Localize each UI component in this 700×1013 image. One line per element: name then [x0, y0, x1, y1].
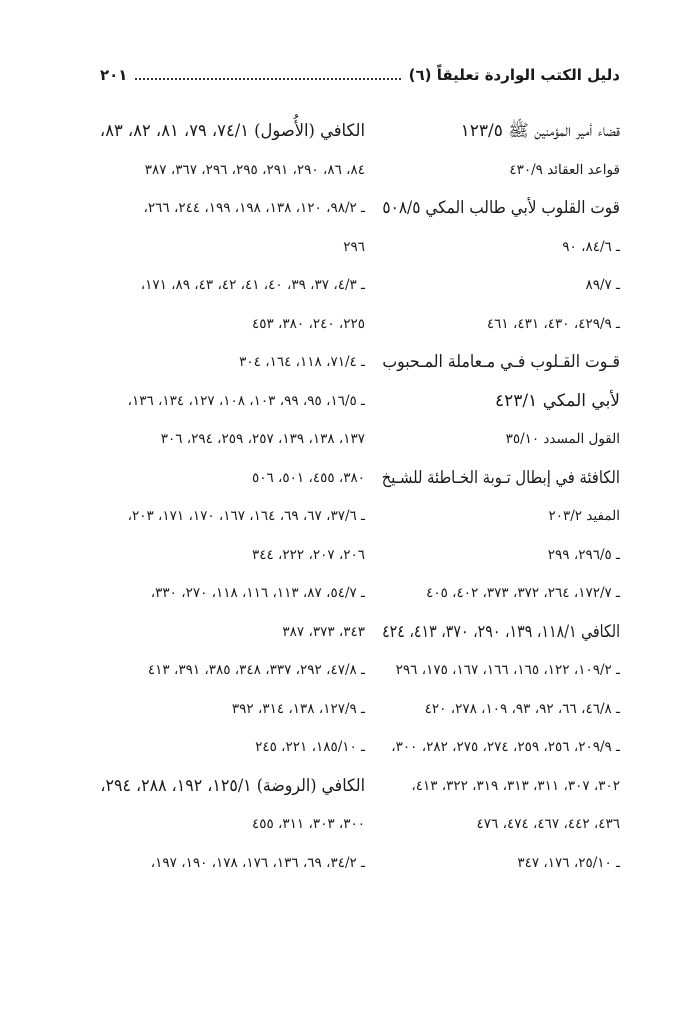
- index-entry: ٢٩٦: [343, 238, 365, 255]
- index-entry: ١٣٧، ١٣٨، ١٣٩، ٢٥٧، ٢٥٩، ٢٩٤، ٣٠٦: [160, 431, 365, 447]
- index-entry: ٢٠٦، ٢٠٧، ٢٢٢، ٣٤٤: [251, 546, 365, 563]
- index-entry: الكافي (الأُصول) ٧٤/١، ٧٩، ٨١، ٨٢، ٨٣،: [99, 121, 365, 141]
- index-entry: ـ ٢٥/١٠، ١٧٦، ٣٤٧: [517, 854, 620, 871]
- index-entry: الكافئة في إبطال تـوبة الخـاطئة للشـيخ: [381, 467, 620, 488]
- index-entry: ـ ٨٩/٧: [585, 277, 620, 293]
- index-entry: قوت القلوب لأبي طالب المكي ٥٠٨/٥: [382, 198, 620, 218]
- index-entry: ـ ٤٦/٨، ٦٦، ٩٢، ٩٣، ١٠٩، ٢٧٨، ٤٢٠: [424, 700, 620, 717]
- index-entry: ـ ١٢٧/٩، ١٣٨، ٣١٤، ٣٩٢: [231, 700, 365, 717]
- index-entry: ٢٢٥، ٢٤٠، ٣٨٠، ٤٥٣: [251, 315, 365, 332]
- index-entry: ـ ٣٤/٢، ٦٩، ١٣٦، ١٧٦، ١٧٨، ١٩٠، ١٩٧،: [150, 854, 365, 871]
- index-entry: الكافي ١١٨/١، ١٣٩، ٢٩٠، ٣٧٠، ٤١٣، ٤٢٤: [382, 621, 620, 642]
- index-entry: ـ ٤/٣، ٣٧، ٣٩، ٤٠، ٤١، ٤٢، ٤٣، ٨٩، ١٧١،: [140, 277, 365, 293]
- index-entry: قضاء أمير المؤمنين ﷺ ١٢٣/٥: [460, 121, 620, 141]
- index-entry: ٨٤، ٨٦، ٢٩٠، ٢٩١، ٢٩٥، ٢٩٦، ٣٦٧، ٣٨٧: [144, 161, 365, 178]
- index-entry: ـ ١٧٢/٧، ٢٦٤، ٣٧٢، ٣٧٣، ٤٠٢، ٤٠٥: [426, 585, 620, 601]
- index-entry: ـ ٤٢٩/٩، ٤٣٠، ٤٣١، ٤٦١: [486, 315, 620, 332]
- index-entry: القول المسدد ٣٥/١٠: [505, 431, 620, 447]
- index-entry: ـ ٧١/٤، ١١٨، ١٦٤، ٣٠٤: [239, 354, 365, 370]
- index-entry: الكافي (الروضة) ١٢٥/١، ١٩٢، ٢٨٨، ٢٩٤،: [100, 775, 365, 796]
- index-entry: قواعد العقائد ٤٣٠/٩: [509, 161, 620, 178]
- index-entry: ٣٠٢، ٣٠٧، ٣١١، ٣١٣، ٣١٩، ٣٢٢، ٤١٣،: [411, 777, 620, 794]
- index-entry: ٣٨٠، ٤٥٥، ٥٠١، ٥٠٦: [251, 469, 365, 486]
- index-entry: ـ ٢٠٩/٩، ٢٥٦، ٢٥٩، ٢٧٤، ٢٧٥، ٢٨٢، ٣٠٠،: [391, 739, 620, 755]
- index-entry: ٣٠٠، ٣٠٣، ٣١١، ٤٥٥: [251, 816, 365, 832]
- index-entry: ـ ١٠٩/٢، ١٢٢، ١٦٥، ١٦٦، ١٦٧، ١٧٥، ٢٩٦: [395, 662, 620, 678]
- index-column-left: [100, 112, 365, 882]
- index-entry: ـ ٢٩٦/٥، ٢٩٩: [547, 546, 620, 563]
- index-entry: ـ ١٨٥/١٠، ٢٢١، ٢٤٥: [255, 739, 365, 755]
- index-entry: المفيد ٢٠٣/٢: [548, 508, 620, 524]
- index-entry: ٤٣٦، ٤٤٢، ٤٦٧، ٤٧٤، ٤٧٦: [476, 816, 620, 832]
- index-entry: ٣٤٣، ٣٧٣، ٣٨٧: [282, 623, 365, 640]
- index-entry: ـ ٤٧/٨، ٢٩٢، ٣٣٧، ٣٤٨، ٣٨٥، ٣٩١، ٤١٣: [147, 662, 365, 678]
- index-column-right: [382, 112, 620, 882]
- header-title: دليل الكتب الواردة تعليقاً (٦): [408, 66, 620, 84]
- index-entry: ـ ٥٤/٧، ٨٧، ١١٣، ١١٦، ١١٨، ٢٧٠، ٣٣٠،: [150, 585, 365, 601]
- index-entry: ـ ٨٤/٦، ٩٠: [562, 238, 620, 255]
- header-dot-leader: [135, 78, 400, 80]
- running-header: [100, 60, 620, 90]
- index-entry: ـ ٣٧/٦، ٦٧، ٦٩، ١٦٤، ١٦٧، ١٧٠، ١٧١، ٢٠٣،: [127, 508, 365, 524]
- page-number: ٢٠١: [100, 66, 128, 84]
- index-entry: قـوت القـلوب فـي مـعاملة المـحبوب: [382, 352, 620, 372]
- index-entry: لأبي المكي ٤٢٣/١: [495, 390, 620, 411]
- index-entry: ـ ١٦/٥، ٩٥، ٩٩، ١٠٣، ١٠٨، ١٢٧، ١٣٤، ١٣٦،: [127, 392, 365, 409]
- index-entry: ـ ٩٨/٢، ١٢٠، ١٣٨، ١٩٨، ١٩٩، ٢٤٤، ٢٦٦،: [143, 200, 365, 216]
